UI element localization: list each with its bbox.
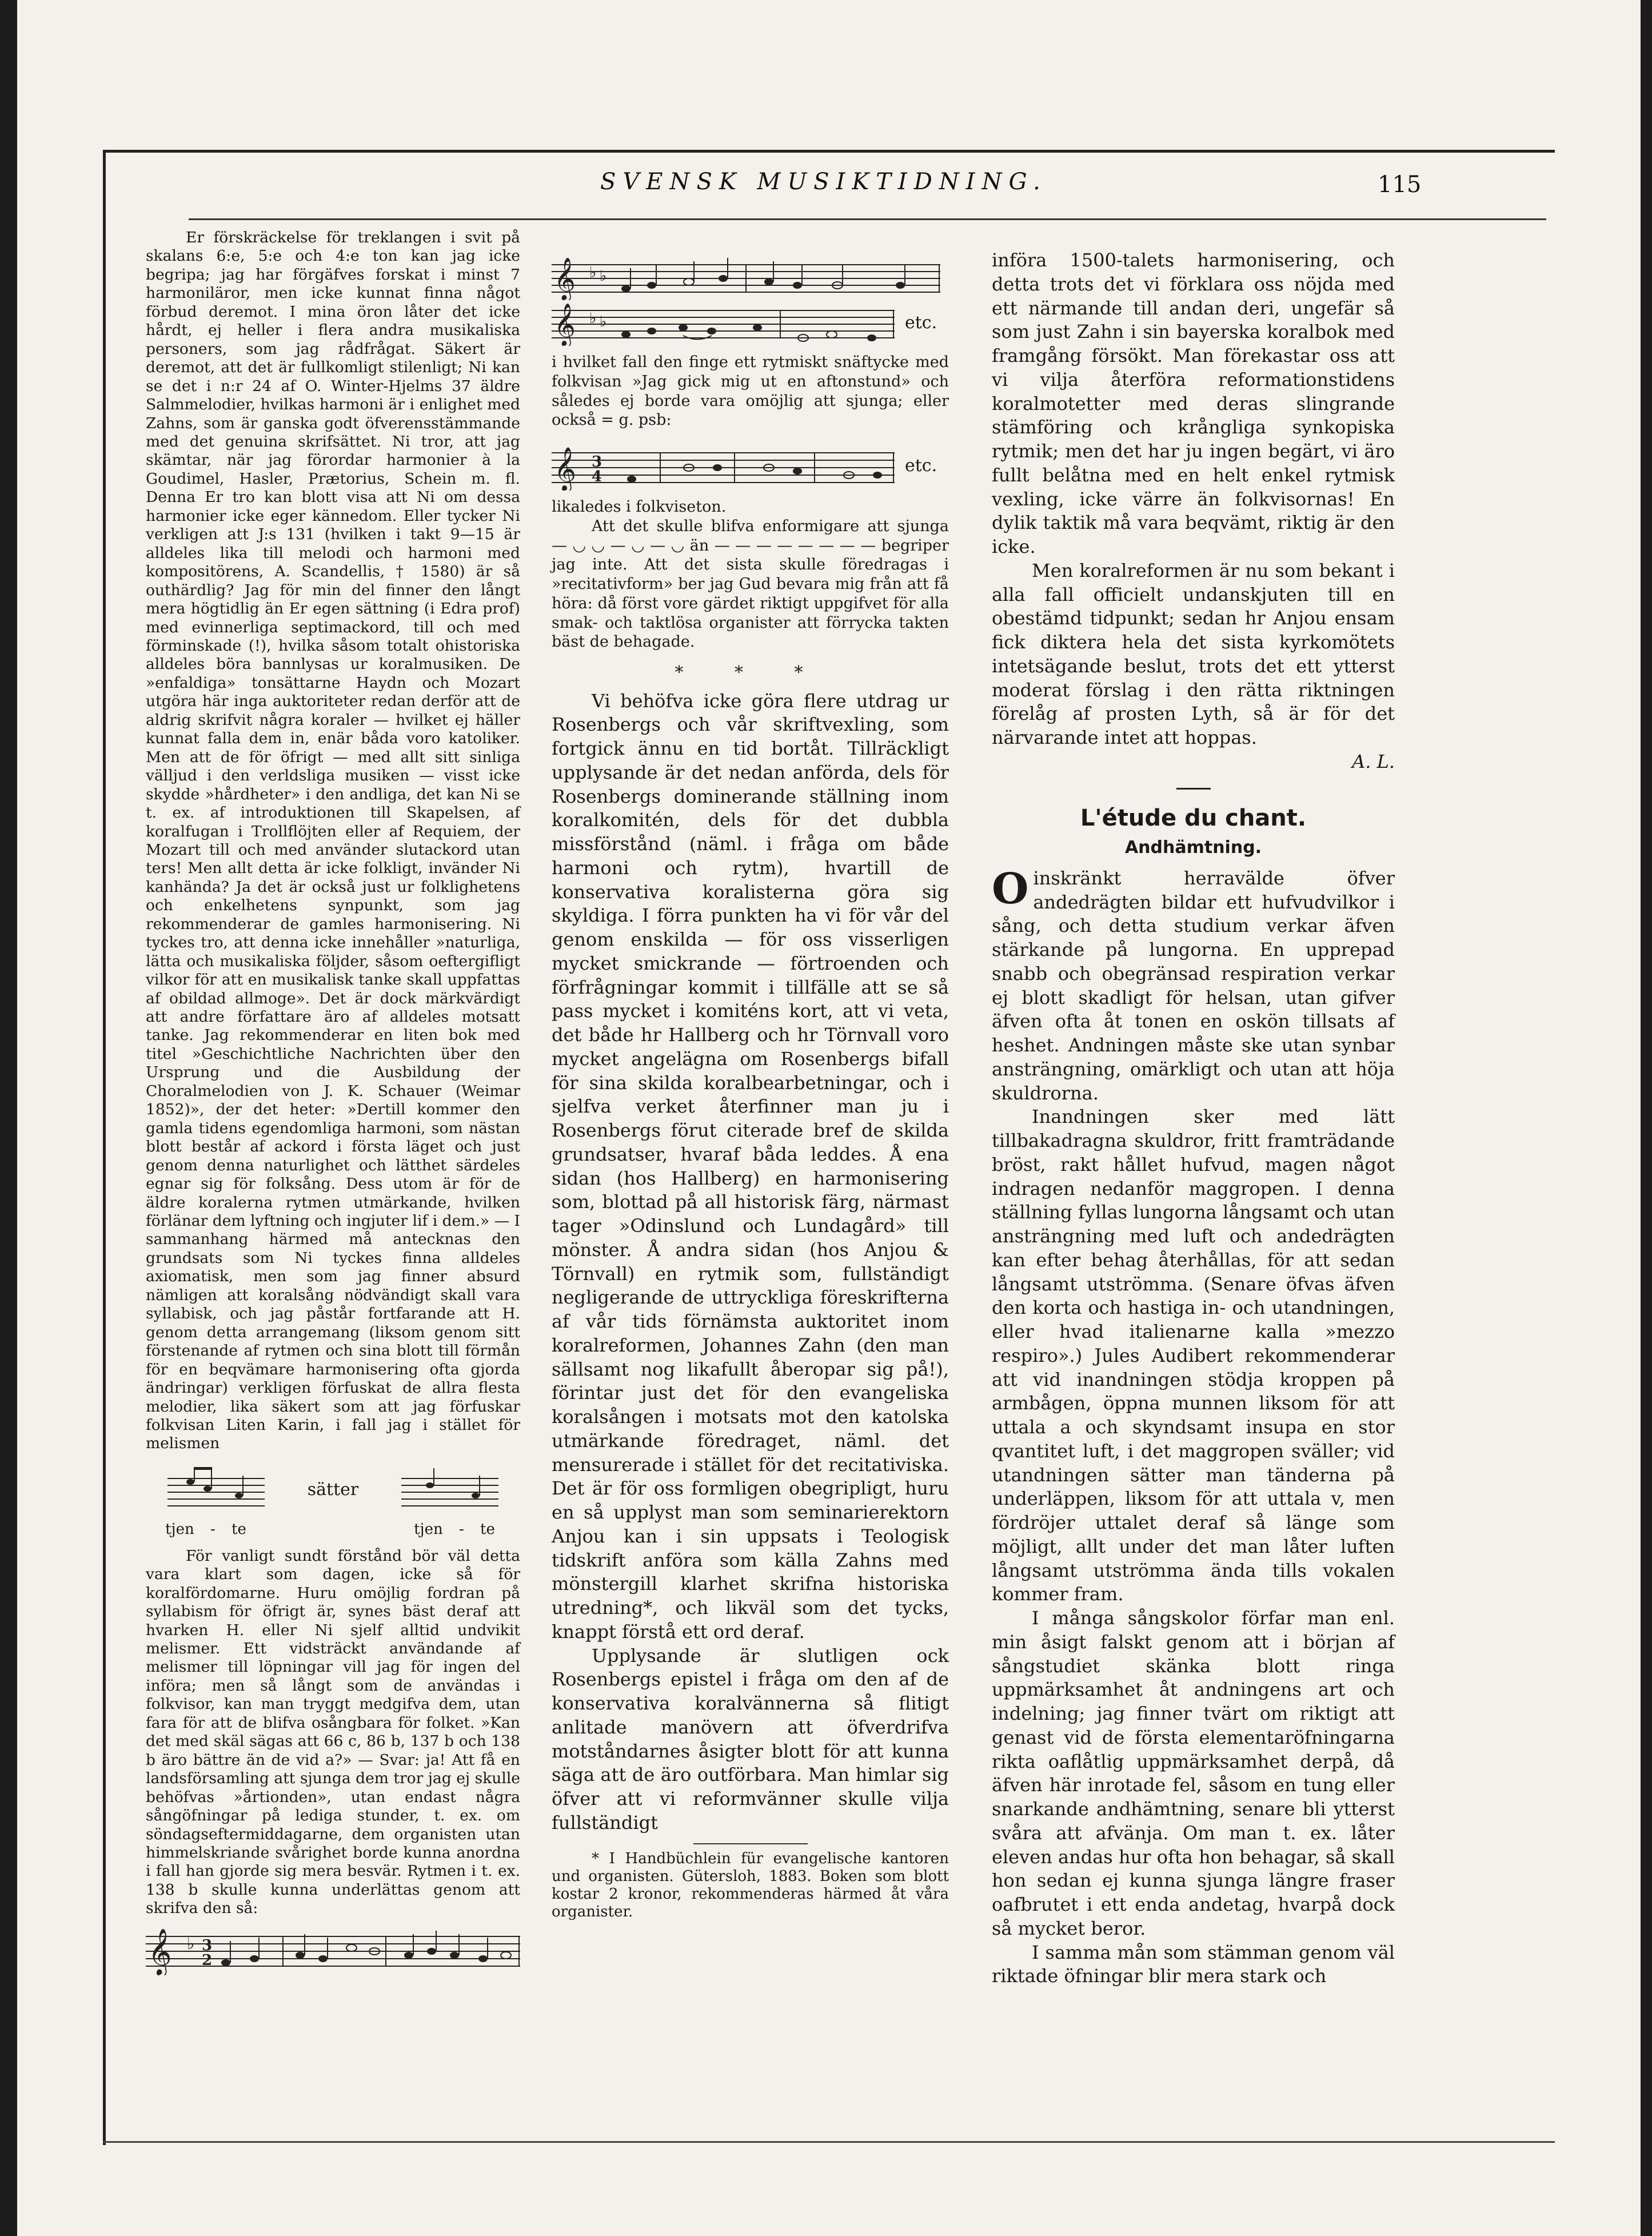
- col3-paragraph-6: I samma mån som stämman genom väl riktade öfningar blir mera stark och: [992, 1941, 1395, 1987]
- syllables-right: [406, 1521, 503, 1539]
- column-3: [992, 249, 1395, 1988]
- syllable: tjen: [165, 1520, 194, 1538]
- svg-text:♭: ♭: [600, 313, 607, 330]
- music-staff-3: [552, 441, 895, 491]
- music-staff-138b: [146, 1924, 520, 1975]
- col2-paragraph-3: Att det skulle blifva enformigare att sjunga — ◡ ◡ — ◡ — ◡ än — — — — — — — — begriper jag inte. Att det sista skulle föredragas i »recitativform» ber jag Gud bevara mig från att få höra: då först vore gärdet riktigt uppgifvet för alla smak- och taktlösa organister att förrycka takten bäst de behagade.: [552, 517, 949, 651]
- page: [17, 0, 1641, 2236]
- melisma-example: [146, 1467, 520, 1513]
- col2-paragraph-2: likaledes i folkviseton.: [552, 498, 727, 516]
- col3-paragraph-3: [992, 864, 1395, 1106]
- syllable: te: [232, 1520, 246, 1538]
- svg-text:♭: ♭: [589, 264, 597, 281]
- music-example-138b: [146, 1924, 520, 1975]
- drop-cap: O: [992, 864, 1029, 914]
- signature: A. L.: [1352, 750, 1395, 772]
- syllable: te: [480, 1520, 495, 1538]
- svg-text:♭: ♭: [187, 1934, 195, 1953]
- etc-label-2: etc.: [905, 456, 937, 476]
- section-divider: [1176, 788, 1211, 790]
- section-subtitle: Andhämtning.: [1124, 837, 1262, 858]
- syllable-row: [146, 1518, 520, 1547]
- left-border-rule: [103, 150, 106, 2145]
- music-staff-melisma: [167, 1467, 265, 1513]
- col2-paragraph-4: Vi behöfva icke göra flere utdrag ur Rosenbergs och vår skriftvexling, som fortgick ännu en tid bortåt. Tillräckligt upplysande är det nedan anförda, dels för Rosenbergs dominerande ställning inom koralkomitén, dels för det dubbla missförstånd (näml. i fråga om både harmoni och rytm), hvartill de konservativa koralisterna göra sig skyldiga. I förra punkten ha vi för vår del genom enskilda — för oss visserligen mycket smickrande — förtroenden och förfrågningar kommit i tillfälle att se så pass mycket i komiténs kort, att vi veta, det både hr Hallberg och hr Törnvall voro mycket angelägna om Rosenbergs bifall för sina skilda koralbearbetningar, och i sjelfva verket återfinner man ju i Rosenbergs förut citerade bref de skilda grundsatser, hvaraf båda leddes. Å ena sidan (hos Hallberg) en harmonisering som, blottad på all historisk färg, närmast tager »Odinslund och Lundagård» till mönster. Å andra sidan (hos Anjou & Törnvall) en rytmik som, fullständigt negligerande de uttryckliga föreskrifterna af vår tids förnämsta auktoritet inom koralreformen, Johannes Zahn (den man sällsamt nog likafullt åberopar sig på!), förintar just det för den evangeliska koralsången i motsats mot den katolska utmärkande föredraget, näml. det mensurerade i stället för det recitativiska. Det är för oss formligen obegripligt, huru en så upplyst man som seminarierektorn Anjou kan i sin uppsats i Teologisk tidskrift anföra som källa Zahns med mönstergill klarhet skrifna historiska utredning*, och likväl som det tycks, knappt förstå ett ord deraf.: [552, 689, 949, 1643]
- header-rule: [189, 218, 1546, 220]
- svg-text:𝄞: 𝄞: [554, 258, 576, 300]
- col2-paragraph-5: Upplysande är slutligen ock Rosenbergs epistel i fråga om den af de konservativa koralvännerna så flitigt anlitade manövern att öfverdrifva motståndarnes åsigter blott för att kunna säga att de äro outförbara. Man himlar sig öfver att vi reformvänner skulle vilja fullständigt: [552, 1644, 949, 1834]
- running-head: SVENSK MUSIKTIDNING.: [600, 169, 1047, 195]
- bottom-border-rule: [103, 2141, 1555, 2143]
- col3-paragraph-5: I många sångskolor förfar man enl. min åsigt falskt genom att i början af sångstudiet skänka blott ringa uppmärksamhet åt andningens art och indelning; jag finner tvärt om riktigt att genast vid de första elementaröfningarna rikta oaflåtlig uppmärksamhet derpå, då äfven här inrotade fel, såsom en tung eller snarkande andhämtning, senare bli ytterst svåra att afvänja. Om man t. ex. låter eleven andas hur ofta hon behagar, så skall hon sedan ej kunna sjunga längre fraser oafbrutet i ett enda andetag, hvarpå dock så mycket beror.: [992, 1607, 1395, 1939]
- music-staff-syllabic: [401, 1467, 498, 1513]
- page-number: 115: [1378, 172, 1422, 198]
- music-example-3: [552, 441, 949, 491]
- col2-paragraph-1: i hvilket fall den finge ett rytmiskt snäftycke med folkvisan »Jag gick mig ut en aftonstund» och således ej borde vara omöjlig att sjunga; eller också = g. psb:: [552, 353, 949, 429]
- svg-text:♭: ♭: [600, 268, 607, 285]
- syllables-left: [157, 1521, 254, 1539]
- footnote-rule: [693, 1843, 808, 1844]
- svg-text:𝄞: 𝄞: [148, 1927, 172, 1975]
- music-staff-1: [552, 254, 949, 300]
- svg-text:𝄞: 𝄞: [554, 304, 576, 346]
- syllable: -: [210, 1520, 216, 1538]
- satter-word: sätter: [307, 1479, 359, 1500]
- column-2: [552, 249, 949, 1921]
- section-title: L'étude du chant.: [1080, 804, 1307, 831]
- music-staff-2: [552, 300, 895, 346]
- col3-paragraph-1: införa 1500-talets harmonisering, och detta trots det vi förklara oss nöjda med ett närmande till andan deri, ungefär så som just Zahn i sin bayerska koralbok med framgång försökt. Man förekastar oss att vi vilja återföra reformationstidens koralmotetter med deras slingrande stämföring och krångliga synkopiska rytmik; men det har ju ingen begärt, vi äro fullt belåtna med en helt enkel rytmisk vexling, icke värre än folkvisornas! En dylik taktik må vara beqvämt, riktig är den icke.: [992, 249, 1395, 557]
- col1-paragraph-1: Er förskräckelse för treklangen i svit på skalans 6:e, 5:e och 4:e ton kan jag icke begripa; jag har förgäfves forskat i minst 7 harmoniläror, men icke kunnat finna något förbud deremot. I mina öron låter det icke hårdt, ej heller i flera andra musikaliska personers, som jag rådfrågat. Säkert är deremot, att det är fullkomligt stilenligt; Ni kan se det i n:r 24 af O. Winter-Hjelms 37 äldre Salmmelodier, hvilkas harmoni är i enlighet med Zahns, som är ganska godt öfverensstämmande med det genuina skrifsättet. Ni tror, att jag skämtar, när jag förordar harmonier à la Goudimel, Hasler, Prætorius, Schein m. fl. Denna Er tro kan blott visa att Ni om dessa harmonier icke eger kännedom. Eller tycker Ni verkligen att J:s 131 (hvilken i takt 9—15 är alldeles lika till melodi och harmoni med kompositörens, A. Scandellis, † 1580) är så outhärdlig? Jag för min del finner den långt mera högtidlig än Er egen sättning (i Edra prof) med evinnerliga septimackord, till och med förminskade (!), hvilka såsom totalt ohistoriska alldeles böra bannlysas ur koralmusiken. De »enfaldiga» tonsättarne Haydn och Mozart utgöra här inga auktoriteter redan derför att de aldrig skrifvit några koraler — hvilket ej häller kunnat falla dem in, enär båda voro katoliker. Men att de för öfrigt — med allt sitt sinliga välljud i den verldsliga musiken — visst icke skydde »hårdheter» i den andliga, det kan Ni se t. ex. af introduktionen till Skapelsen, af koralfugan i Trollflöjten eller af Requiem, der Mozart till och med använder slutackord utan ters! Men allt detta är icke folkligt, invänder Ni kanhända? Ja det är också just ur folklighetens och enkelhetens synpunkt, som jag rekommenderar de gamles harmonisering. Ni tyckes tro, att denna icke innehåller »naturliga, lätta och musikaliska följder, såsom oeftergifligt vilkor för att en musikalisk tanke skall uppfattas af obildad allmoge». Det är dock märkvärdigt att andre författare äro af alldeles motsatt tanke. Jag rekommenderar en liten bok med titel »Geschichtliche Nachrichten über den Ursprung und die Ausbildung der Choralmelodien von J. K. Schauer (Weimar 1852)», der det heter: »Dertill kommer den gamla tidens egendomliga harmoni, som nästan blott består af ackord i första läget och just genom denna naturlighet och lätthet särdeles egnar sig för folksång. Dess utom är för de äldre koralerna rytmen utmärkande, hvilken förlänar dem lyftning och ingjuter lif i dem.» — I sammanhang härmed må antecknas den grundsats som Ni tyckes finna alldeles axiomatisk, men som jag finner absurd nämligen att koralsång nödvändigt skall vara syllabisk, och jag påstår fortfarande att H. genom detta arrangemang (liksom genom sitt förstenande af rytmen och sina blott till förmån för en beqvämare harmonisering ofta gjorda ändringar) verkligen förfuskat de allra flesta melodier, lika säkert som att jag förfuskar folkvisan Liten Karin, i fall jag i stället för melismen: [146, 229, 520, 1453]
- etc-label-1: etc.: [905, 313, 937, 333]
- footnote: * I Handbüchlein für evangelische kantoren und organisten. Gütersloh, 1883. Boken som blott kostar 2 kronor, rekommenderas härmed åt våra organister.: [552, 1850, 949, 1921]
- section-break-stars: * * *: [675, 663, 826, 683]
- svg-text:3: 3: [202, 1936, 213, 1954]
- top-border-rule: [103, 150, 1555, 153]
- svg-text:4: 4: [592, 468, 602, 485]
- music-example-1: [552, 254, 949, 346]
- svg-text:3: 3: [592, 453, 602, 471]
- col1-paragraph-2: För vanligt sundt förstånd bör väl detta vara klart som dagen, icke så för koralfördomarne. Huru omöjlig fordran på syllabism för öfrigt är, synes bäst deraf att hvarken H. eller Ni sjelf alltid undvikit melismer. Ett vidsträckt användande af melismer till löpningar vill jag för ingen del införa; men så långt som de användas i folkvisor, kan man tryggt medgifva dem, utan fara för att de blifva osångbara för folket. »Kan det med skäl sägas att 66 c, 86 b, 137 b och 138 b äro bättre än de vid a?» — Svar: ja! Att få en landsförsamling att sjunga dem tror jag ej skulle behöfvas »årtionden», utan endast några sångöfningar på lediga stunder, t. ex. om söndagseftermiddagarne, dem organisten utan himmelskriande svårighet borde kunna anordna i fall han gjorde sig mera besvär. Rytmen i t. ex. 138 b skulle kunna underlättas genom att skrifva den så:: [146, 1547, 520, 1918]
- svg-text:♭: ♭: [589, 310, 597, 327]
- svg-text:2: 2: [202, 1951, 213, 1969]
- col3-paragraph-2: Men koralreformen är nu som bekant i alla fall officielt undanskjuten till en obestämd tidpunkt; sedan hr Anjou ensam fick diktera hela det sista kyrkomötets intetsägande beslut, trots det ett ytterst moderat förslag i den rätta riktningen förelåg af prosten Lyth, så är för det närvarande intet att hoppas.: [992, 559, 1395, 748]
- col3-paragraph-4: Inandningen sker med lätt tillbakadragna skuldror, fritt framträdande bröst, rakt hållet hufvud, magen något indragen nedanför maggropen. I denna ställning fyllas lungorna långsamt och utan ansträngning med luft och andedrägten kan efter behag återhållas, för att sedan långsamt utströmma. (Senare öfvas äfven den korta och hastiga in- och utandningen, eller hvad italienarne kalla »mezzo respiro».) Jules Audibert rekommenderar att vid inandningen stödja kroppen på armbågen, öppna munnen liksom för att uttala a och skyndsamt insupa en stor qvantitet luft, i det maggropen sväller; vid utandningen sätter man tänderna på underläppen, liksom för att uttala v, men fördröjer uttalet deraf så länge som möjligt, allt under det man låter luften långsamt utströmma ända tills vokalen kommer fram.: [992, 1106, 1395, 1605]
- syllable: -: [459, 1520, 464, 1538]
- column-1: [146, 229, 520, 1981]
- svg-text:𝄞: 𝄞: [554, 447, 577, 491]
- syllable: tjen: [414, 1520, 443, 1538]
- col3-paragraph-3-text: inskränkt herravälde öfver andedrägten bildar ett hufvudvilkor i sång, och detta studium verkar äfven stärkande på lungorna. En upprepad snabb och obegränsad respiration verkar ej blott skadligt för helsan, utan gifver äfven ofta åt tonen en oskön tillsats af heshet. Andningen måste ske utan synbar ansträngning, omärkligt och utan att höja skuldrorna.: [992, 867, 1395, 1104]
